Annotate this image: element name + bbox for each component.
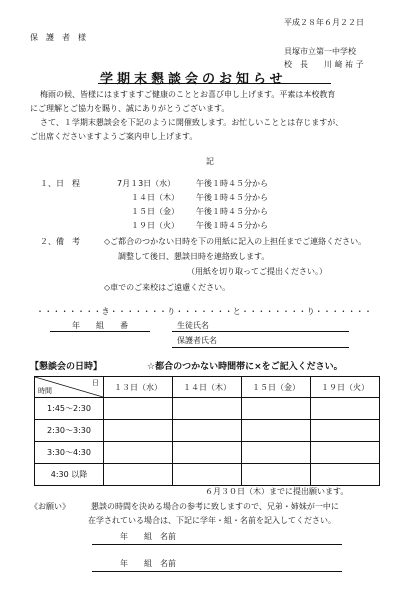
row-time-label: 1:45〜2:30 [35,398,104,420]
availability-cell[interactable] [173,398,242,420]
availability-cell[interactable] [242,420,311,442]
guardian-name-label: 保護者氏名 [177,336,217,345]
intro-line-1: 梅雨の候、皆様にはますますご健康のこととお喜び申し上げます。平素は本校教育 [40,90,336,99]
notes-label: ２、備 考 [40,237,80,246]
table-row [35,398,380,420]
availability-cell[interactable] [242,442,311,464]
note-line-1: ◇ご都合のつかない日時を下の用紙に記入の上担任までご連絡ください。 [104,237,367,246]
student-name-label: 生徒氏名 [177,321,209,330]
availability-cell[interactable] [104,464,173,486]
schedule-time-3: 午後１時４５分から [196,207,268,216]
row-time-label: 3:30〜4:30 [35,442,104,464]
corner-day-label: 日 [92,379,99,387]
availability-cell[interactable] [173,420,242,442]
col-header-1: １３日（水） [104,377,173,398]
cut-line: ・・・・・・・・き・・・・・・・り・・・・・・・と・・・・・・・・り・・・・・・・ [36,307,373,316]
availability-cell[interactable] [242,398,311,420]
schedule-time-1: 午後１時４５分から [196,179,268,188]
addressee: 保 護 者 様 [30,33,86,42]
row-time-label: 2:30〜3:30 [35,420,104,442]
schedule-time-2: 午後１時４５分から [196,193,268,202]
availability-cell[interactable] [311,442,380,464]
schedule-date-3: １５日（金） [131,207,179,216]
title-underline [98,83,331,84]
request-label: 《お願い》 [30,502,70,511]
guardian-name-line[interactable] [172,347,349,348]
grade-class-number-line[interactable] [50,331,150,332]
schedule-date-4: １９日（火） [131,221,179,230]
availability-table [34,376,380,486]
sibling-label-1: 年 組 名前 [120,532,176,541]
row-time-label: 4:30 以降 [35,464,104,486]
note-line-2: 調整して後日、懇談日時を連絡致します。 [118,252,270,261]
sibling-label-2: 年 組 名前 [120,559,176,568]
grade-class-number-label: 年 組 番 [72,321,128,330]
section-heading: 【懇談会の日時】 [30,362,103,372]
school-name: 貝塚市立第一中学校 [284,47,356,56]
note-line-3: （用紙を切り取ってご提出ください。） [187,267,327,276]
ki-heading: 記 [206,157,214,166]
principal-name: 校 長 川 﨑 祐 子 [284,60,364,69]
section-instruction: ☆都合のつかない時間帯に×をご記入ください。 [147,362,343,372]
col-header-2: １４日（木） [173,377,242,398]
schedule-time-4: 午後１時４５分から [196,221,268,230]
sibling-line-1[interactable] [92,544,342,545]
availability-cell[interactable] [311,398,380,420]
availability-cell[interactable] [104,420,173,442]
table-row [35,442,380,464]
availability-cell[interactable] [104,442,173,464]
sibling-line-2[interactable] [92,571,342,572]
intro-line-2: にご理解とご協力を賜り、誠にありがとうございます。 [30,104,230,113]
table-row [35,464,380,486]
intro-line-4: ご出席くださいますようご案内申し上げます。 [30,132,198,141]
deadline-note: ６月３０日（木）までに提出願います。 [205,487,349,496]
intro-line-3: さて、１学期末懇談会を下記のように開催致します。お忙しいこととは存じますが、 [40,118,344,127]
availability-cell[interactable] [173,442,242,464]
document-title: 学期末懇談会のお知らせ [100,72,287,87]
corner-time-label: 時間 [38,387,52,395]
request-line-2: 在学されている場合は、下記に学年・組・名前を記入してください。 [88,516,336,525]
availability-cell[interactable] [104,398,173,420]
schedule-date-2: １４日（木） [131,193,179,202]
schedule-label: １、日 程 [40,179,80,188]
availability-cell[interactable] [311,420,380,442]
availability-cell[interactable] [242,464,311,486]
note-line-4: ◇車でのご来校はご遠慮ください。 [104,283,231,292]
letter-date: 平成２８年６月２２日 [284,18,364,27]
schedule-date-1: 7月１3日（水） [117,179,176,188]
table-row [35,420,380,442]
student-name-line[interactable] [172,331,349,332]
request-line-1: 懇談の時間を決める場合の参考に致しますので、兄弟・姉妹が一中に [91,502,339,511]
table-corner-cell [35,377,104,398]
table-header-row [35,377,380,398]
availability-cell[interactable] [173,464,242,486]
availability-cell[interactable] [311,464,380,486]
col-header-4: １９日（火） [311,377,380,398]
col-header-3: １５日（金） [242,377,311,398]
